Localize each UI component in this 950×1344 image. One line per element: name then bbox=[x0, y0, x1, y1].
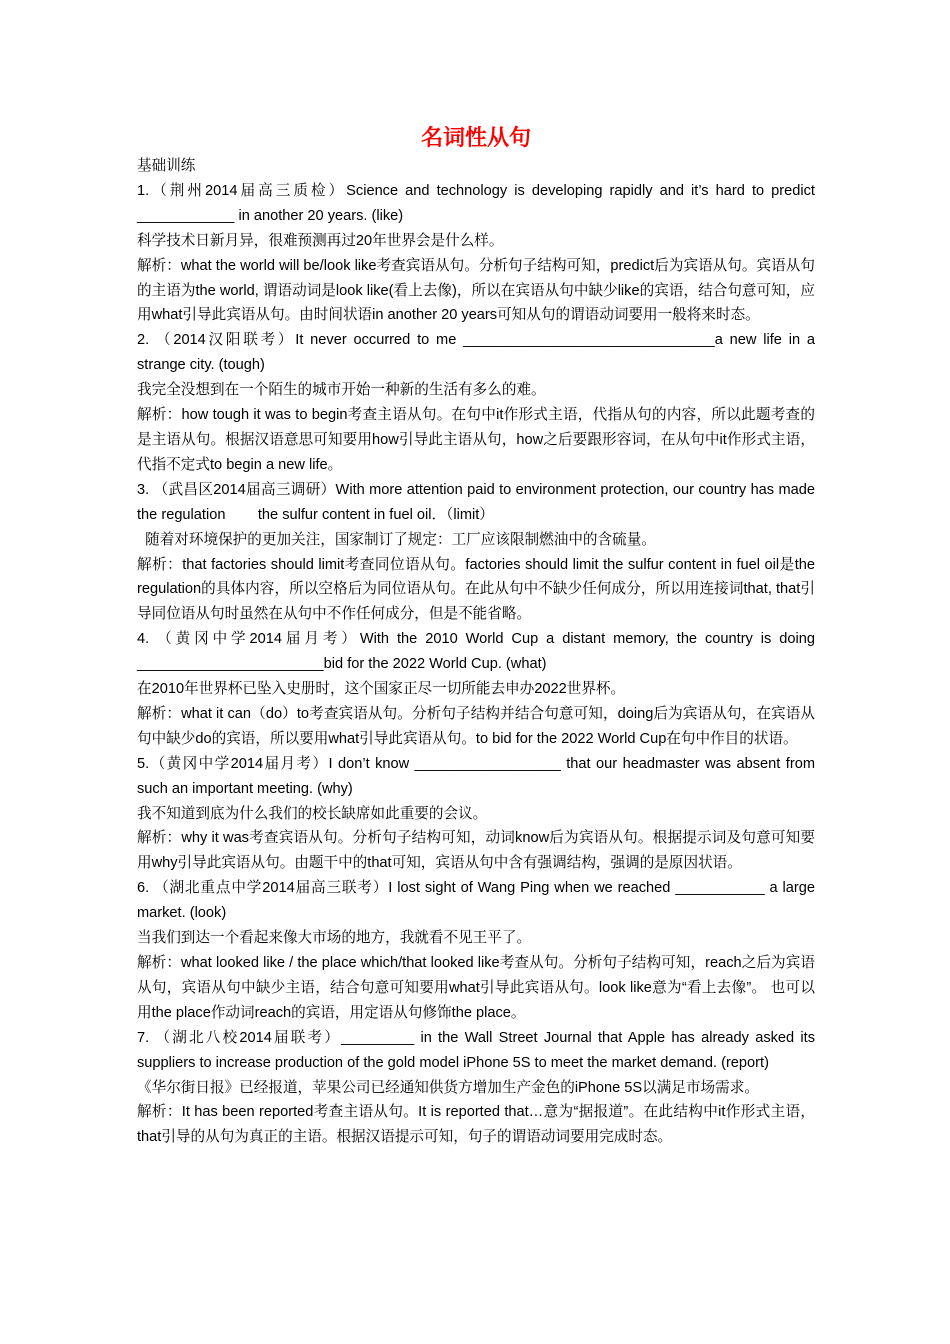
exercise-analysis: 解析：what the world will be/look like考查宾语从句。分析句子结构可知，predict后为宾语从句。宾语从句的主语为the world, 谓语动词是look like(看上去像)，所以在宾语从句中缺少like的宾语，结合句意可知，应用what引导此宾语从句。由时间状语in another 20 years可知从句的谓语动词要用一般将来时态。 bbox=[137, 257, 815, 324]
exercise-analysis: 解析：what it can（do）to考查宾语从句。分析句子结构并结合句意可知，doing后为宾语从句，在宾语从句中缺少do的宾语，所以要用what引导此宾语从句。to bid for the 2022 World Cup在句中作目的状语。 bbox=[137, 705, 815, 747]
exercise-item-4 bbox=[137, 627, 815, 752]
exercise-question: 3. （武昌区2014届高三调研）With more attention paid to environment protection, our country has made the regulation the sulfur content in fuel oil．（limit） bbox=[137, 481, 820, 523]
exercise-translation: 当我们到达一个看起来像大市场的地方，我就看不见王平了。 bbox=[137, 930, 532, 947]
page-title: 名词性从句 bbox=[420, 125, 531, 150]
exercise-question: 6. （湖北重点中学2014届高三联考）I lost sight of Wang Ping when we reached ___________ a large market. (look) bbox=[137, 880, 815, 922]
exercise-analysis: 解析：It has been reported考查主语从句。It is reported that…意为“据报道”。在此结构中it作形式主语，that引导的从句为真正的主语。根据汉语提示可知，句子的谓语动词要用完成时态。 bbox=[137, 1104, 815, 1146]
exercise-translation: 《华尔街日报》已经报道，苹果公司已经通知供货方增加生产金色的iPhone 5S以满足市场需求。 bbox=[137, 1079, 759, 1096]
exercise-question: 1.（荆州2014届高三质检）Science and technology is developing rapidly and it’s hard to predict ____________ in another 20 years. (like) bbox=[137, 182, 815, 224]
exercise-question: 7. （湖北八校2014届联考）_________ in the Wall Street Journal that Apple has already asked its suppliers to increase production of the gold model iPhone 5S to meet the market demand. (report) bbox=[137, 1029, 815, 1071]
exercise-translation: 我完全没想到在一个陌生的城市开始一种新的生活有多么的难。 bbox=[137, 382, 546, 399]
exercise-item-6 bbox=[137, 876, 815, 1025]
exercise-analysis: 解析：how tough it was to begin考查主语从句。在句中it作形式主语，代指从句的内容，所以此题考查的是主语从句。根据汉语意思可知要用how引导此主语从句，how之后要跟形容词，在从句中it作形式主语，代指不定式to begin a new life。 bbox=[137, 407, 815, 473]
exercise-question: 2. （2014汉阳联考）It never occurred to me _______________________________a new life in a strange city. (tough) bbox=[137, 332, 815, 374]
exercise-item-7 bbox=[137, 1026, 815, 1151]
exercise-item-5 bbox=[137, 752, 815, 877]
exercise-analysis: 解析：that factories should limit考查同位语从句。factories should limit the sulfur content in fuel oil是the regulation的具体内容，所以空格后为同位语从句。在此从句中不缺少任何成分，所以用连接词that, that引导同位语从句时虽然在从句中不作任何成分，但是不能省略。 bbox=[137, 556, 815, 623]
exercise-item-1 bbox=[137, 179, 815, 328]
exercise-analysis: 解析：what looked like / the place which/that looked like考查从句。分析句子结构可知，reach之后为宾语从句，宾语从句中缺少主语，结合句意可知要用what引导此宾语从句。look like意为“看上去像”。 也可以用the place作动词reach的宾语，用定语从句修饰the place。 bbox=[137, 955, 815, 1021]
exercise-translation: 随着对环境保护的更加关注，国家制订了规定：工厂应该限制燃油中的含硫量。 bbox=[137, 531, 656, 548]
document-page bbox=[137, 122, 820, 1150]
exercise-analysis: 解析：why it was考查宾语从句。分析句子结构可知，动词know后为宾语从句。根据提示词及句意可知要用why引导此宾语从句。由题干中的that可知，宾语从句中含有强调结构，强调的是原因状语。 bbox=[137, 830, 815, 872]
exercise-question: 4. （黄冈中学2014届月考）With the 2010 World Cup a distant memory, the country is doing _______________________bid for the 2022 World Cup. (what) bbox=[137, 631, 815, 673]
exercise-translation: 我不知道到底为什么我们的校长缺席如此重要的会议。 bbox=[137, 805, 488, 822]
section-heading: 基础训练 bbox=[137, 158, 196, 174]
exercise-item-2 bbox=[137, 328, 815, 477]
exercise-question: 5.（黄冈中学2014届月考）I don’t know __________________ that our headmaster was absent from such an important meeting. (why) bbox=[137, 755, 815, 797]
exercise-item-3 bbox=[137, 478, 820, 627]
exercise-translation: 科学技术日新月异，很难预测再过20年世界会是什么样。 bbox=[137, 232, 504, 249]
exercise-translation: 在2010年世界杯已坠入史册时，这个国家正尽一切所能去申办2022世界杯。 bbox=[137, 681, 626, 698]
